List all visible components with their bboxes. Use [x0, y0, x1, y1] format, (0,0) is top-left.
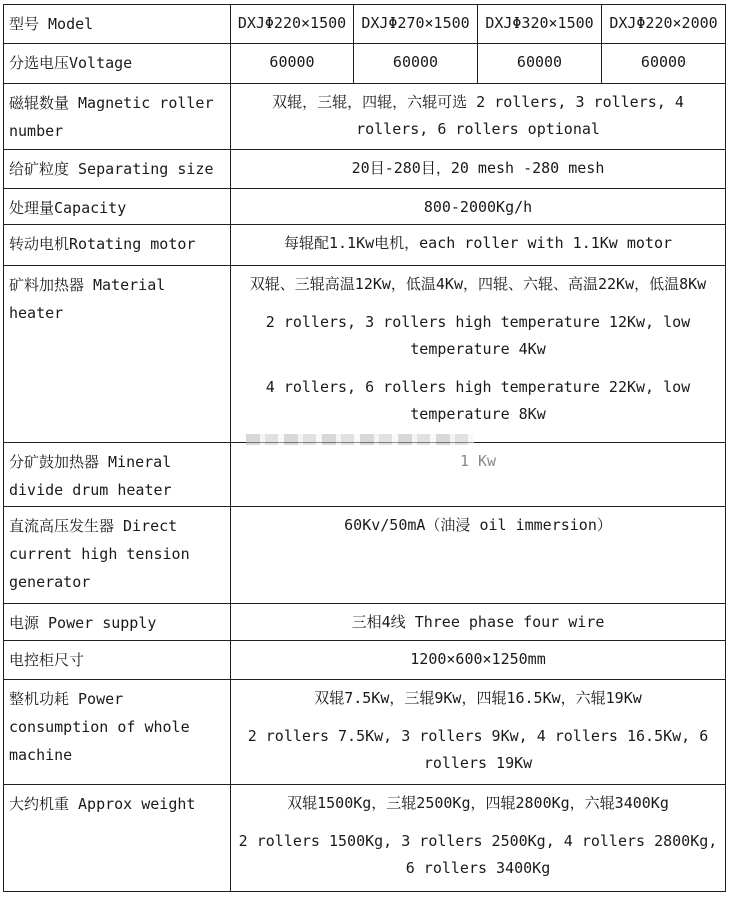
row-label-separating-size: 给矿粒度 Separating size [4, 150, 231, 189]
cell-voltage-3: 60000 [602, 44, 726, 84]
cell-cabinet-size [231, 641, 726, 680]
row-label-hv-generator: 直流高压发生器 Direct current high tension generator [4, 507, 231, 604]
cell-approx-weight-line-1: 2 rollers 1500Kg, 3 rollers 2500Kg, 4 rollers 2800Kg, 6 rollers 3400Kg [238, 832, 718, 877]
specification-table [3, 4, 726, 892]
table-row-voltage [4, 44, 726, 84]
cell-hv-generator-line-0: 60Kv/50mA（油浸 oil immersion） [344, 516, 612, 534]
cell-power-consumption-line-1: 2 rollers 7.5Kw, 3 rollers 9Kw, 4 rollers 16.5Kw, 6 rollers 19Kw [247, 727, 709, 772]
cell-material-heater-line-0: 双辊、三辊高温12Kw，低温4Kw，四辊、六辊、高温22Kw，低温8Kw [249, 275, 707, 293]
cell-rotating-motor-line-0: 每辊配1.1Kw电机，each roller with 1.1Kw motor [283, 234, 673, 252]
cell-mineral-divide-drum-heater [231, 443, 726, 507]
cell-material-heater-line-2: 4 rollers, 6 rollers high temperature 22Kw, low temperature 8Kw [265, 378, 691, 423]
cell-magnetic-roller-number [231, 84, 726, 150]
cell-voltage-0: 60000 [231, 44, 354, 84]
table-row-rotating-motor [4, 225, 726, 266]
cell-power-consumption [231, 680, 726, 785]
table-row-capacity [4, 189, 726, 225]
cell-mineral-divide-drum-heater-line-0: 1 Kw [459, 452, 497, 470]
cell-capacity-line-0: 800-2000Kg/h [423, 198, 533, 216]
cell-approx-weight-line-0: 双辊1500Kg，三辊2500Kg，四辊2800Kg，六辊3400Kg [287, 794, 669, 812]
cell-power-supply [231, 604, 726, 641]
cell-approx-weight [231, 785, 726, 892]
cell-model-0: DXJΦ220×1500 [231, 5, 354, 44]
row-label-power-consumption: 整机功耗 Power consumption of whole machine [4, 680, 231, 785]
table-row-model [4, 5, 726, 44]
cell-power-consumption-line-0: 双辊7.5Kw，三辊9Kw，四辊16.5Kw，六辊19Kw [314, 689, 642, 707]
table-row-mineral-divide-drum-heater [4, 443, 726, 507]
row-label-mineral-divide-drum-heater: 分矿鼓加热器 Mineral divide drum heater [4, 443, 231, 507]
cell-rotating-motor [231, 225, 726, 266]
cell-power-supply-line-0: 三相4线 Three phase four wire [351, 613, 605, 631]
row-label-voltage: 分选电压Voltage [4, 44, 231, 84]
row-label-magnetic-roller-number: 磁辊数量 Magnetic roller number [4, 84, 231, 150]
table-row-power-supply [4, 604, 726, 641]
row-label-cabinet-size: 电控柜尺寸 [4, 641, 231, 680]
row-label-model: 型号 Model [4, 5, 231, 44]
cell-model-1: DXJΦ270×1500 [354, 5, 478, 44]
row-label-capacity: 处理量Capacity [4, 189, 231, 225]
cell-voltage-1: 60000 [354, 44, 478, 84]
cell-magnetic-roller-number-line-0: 双辊，三辊，四辊，六辊可选 2 rollers, 3 rollers, 4 rollers, 6 rollers optional [272, 93, 684, 138]
cell-model-3: DXJΦ220×2000 [602, 5, 726, 44]
row-label-power-supply: 电源 Power supply [4, 604, 231, 641]
table-row-separating-size [4, 150, 726, 189]
table-row-hv-generator [4, 507, 726, 604]
table-row-power-consumption [4, 680, 726, 785]
cell-model-2: DXJΦ320×1500 [478, 5, 602, 44]
cell-cabinet-size-line-0: 1200×600×1250mm [410, 650, 546, 668]
cell-hv-generator [231, 507, 726, 604]
cell-separating-size [231, 150, 726, 189]
cell-material-heater [231, 266, 726, 443]
row-label-approx-weight: 大约机重 Approx weight [4, 785, 231, 892]
table-row-material-heater [4, 266, 726, 443]
cell-voltage-2: 60000 [478, 44, 602, 84]
row-label-rotating-motor: 转动电机Rotating motor [4, 225, 231, 266]
cell-capacity [231, 189, 726, 225]
cell-material-heater-line-1: 2 rollers, 3 rollers high temperature 12Kw, low temperature 4Kw [265, 313, 691, 358]
cell-separating-size-line-0: 20目-280目，20 mesh -280 mesh [351, 159, 605, 177]
row-label-material-heater: 矿料加热器 Material heater [4, 266, 231, 443]
table-row-magnetic-roller-number [4, 84, 726, 150]
table-row-approx-weight [4, 785, 726, 892]
table-row-cabinet-size [4, 641, 726, 680]
